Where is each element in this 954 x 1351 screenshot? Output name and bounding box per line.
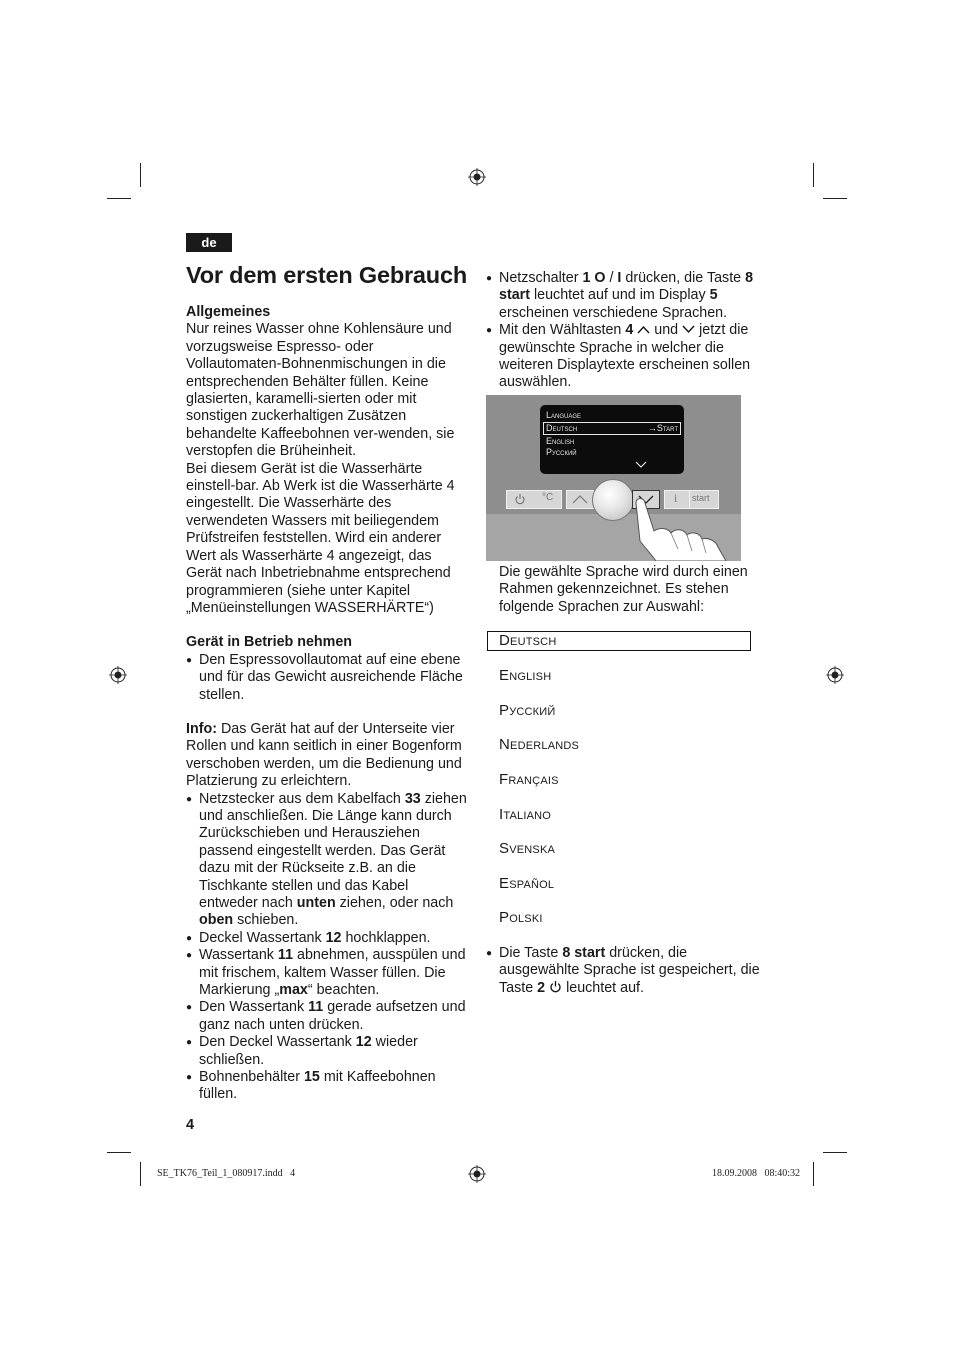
registration-mark-icon: [109, 666, 127, 684]
crop-mark: [823, 1152, 847, 1153]
list-item: ● Den Deckel Wassertank 12 wieder schließen.: [186, 1034, 471, 1069]
right-column-bottom: [486, 945, 771, 997]
language-option: Nederlands: [499, 736, 580, 753]
language-option: Deutsch: [499, 632, 557, 649]
paragraph: Bei diesem Gerät ist die Wasserhärte einstell-bar. Ab Werk ist die Wasserhärte 4 eingestellt. Die Wasserhärte des verwendeten Wassers mit beiliegendem Prüfstreifen feststellen. Wird ein anderer Wert als Wasserhärte 4 angezeigt, das Gerät nach Inbetriebnahme entsprechend programmieren (siehe unter Kapitel „Menüeinstellungen WASSERHÄRTE“): [186, 460, 455, 616]
info-paragraph: [186, 721, 471, 791]
list-item: ● Den Wassertank 11 gerade aufsetzen und ganz nach unten drücken.: [186, 999, 471, 1034]
list-item: ● Mit den Wähltasten 4 und jetzt die gewünschte Sprache in welcher die weiteren Displaytexte erscheinen sollen auswählen.: [486, 322, 761, 392]
paragraph: Nur reines Wasser ohne Kohlensäure und vorzugsweise Espresso- oder Vollautomaten-Bohnenmischungen in die entsprechenden Behälter füllen. Keine glasierten, karamelli-sierten oder mit sonstigen zuckerhaltigen Zusätzen behandelte Kaffeebohnen ver-wenden, sie verstopfen die Brüheinheit.: [186, 321, 455, 460]
power-temperature-button[interactable]: [506, 490, 562, 509]
display-line: Русский: [546, 447, 577, 457]
crop-mark: [140, 1162, 141, 1186]
chevron-down-icon: [635, 461, 647, 469]
registration-mark-icon: [468, 168, 486, 186]
registration-mark-icon: [826, 666, 844, 684]
pointing-hand-icon: [626, 495, 741, 561]
language-tag: de: [186, 233, 232, 252]
info-label: Info:: [186, 720, 217, 737]
language-option: Русский: [499, 702, 556, 719]
crop-mark: [107, 1152, 131, 1153]
list-item: ● Netzstecker aus dem Kabelfach 33 ziehen und anschließen. Die Länge kann durch Zurückschieben und Herausziehen passend eingestellt werden. Das Gerät dazu mit der Rückseite z.B. an die Tischkante stellen und das Kabel entweder nach unten ziehen, oder nach oben schieben.: [186, 791, 471, 930]
display-line: English: [546, 436, 575, 446]
info-text: Das Gerät hat auf der Unterseite vier Rollen und kann seitlich in einer Bogenform verschoben werden, um die Bedienung und Platzierung zu erleichtern.: [186, 720, 462, 790]
chevron-down-icon: [682, 325, 695, 334]
language-option: Polski: [499, 909, 543, 926]
language-option: Español: [499, 875, 555, 892]
registration-mark-icon: [468, 1165, 486, 1183]
footer-date: 18.09.2008 08:40:32: [712, 1168, 801, 1179]
language-option: Italiano: [499, 806, 552, 823]
left-column: [186, 304, 471, 1104]
up-button[interactable]: [566, 490, 594, 509]
chevron-up-icon: [572, 495, 588, 504]
language-option: Svenska: [499, 840, 556, 857]
crop-mark: [813, 163, 814, 187]
chevron-up-icon: [637, 325, 650, 334]
crop-mark: [813, 1162, 814, 1186]
list-item: ● Die Taste 8 start drücken, die ausgewählte Sprache ist gespeichert, die Taste 2 leuchtet auf.: [486, 945, 771, 997]
celsius-label: °C: [542, 492, 554, 503]
arrow-right-icon: →: [647, 423, 657, 433]
list-item: ● Bohnenbehälter 15 mit Kaffeebohnen füllen.: [186, 1069, 471, 1104]
footer-file: SE_TK76_Teil_1_080917.indd 4: [157, 1168, 296, 1179]
display-screen: [540, 405, 684, 474]
language-caption: Die gewählte Sprache wird durch einen Rahmen gekennzeichnet. Es stehen folgende Sprachen zur Auswahl:: [499, 564, 748, 615]
crop-mark: [823, 198, 847, 199]
language-option: Français: [499, 771, 559, 788]
list-item: ● Deckel Wassertank 12 hochklappen.: [186, 930, 471, 947]
start-label: start: [692, 493, 710, 503]
control-panel-illustration: [486, 395, 741, 561]
crop-mark: [107, 198, 131, 199]
list-item: ● Netzschalter 1 O / I drücken, die Taste 8 start leuchtet auf und im Display 5 erscheinen verschiedene Sprachen.: [486, 270, 761, 322]
power-icon: [549, 980, 562, 993]
language-option: English: [499, 667, 552, 684]
page-number: 4: [186, 1117, 195, 1133]
list-item: ● Den Espressovollautomat auf eine ebene und für das Gewicht ausreichende Fläche stellen.: [186, 652, 471, 704]
info-label: i: [674, 491, 678, 505]
page-title: Vor dem ersten Gebrauch: [186, 262, 467, 288]
section-heading: Allgemeines: [186, 304, 271, 320]
power-icon: [514, 493, 526, 505]
list-item: ● Wassertank 11 abnehmen, ausspülen und mit frischem, kaltem Wasser füllen. Die Markierung „max“ beachten.: [186, 947, 471, 999]
display-line: Language: [546, 410, 582, 420]
section-heading: Gerät in Betrieb nehmen: [186, 634, 353, 651]
right-column-top: [486, 270, 761, 392]
crop-mark: [140, 163, 141, 187]
display-selected-line: Deutsch →Start: [543, 422, 681, 435]
